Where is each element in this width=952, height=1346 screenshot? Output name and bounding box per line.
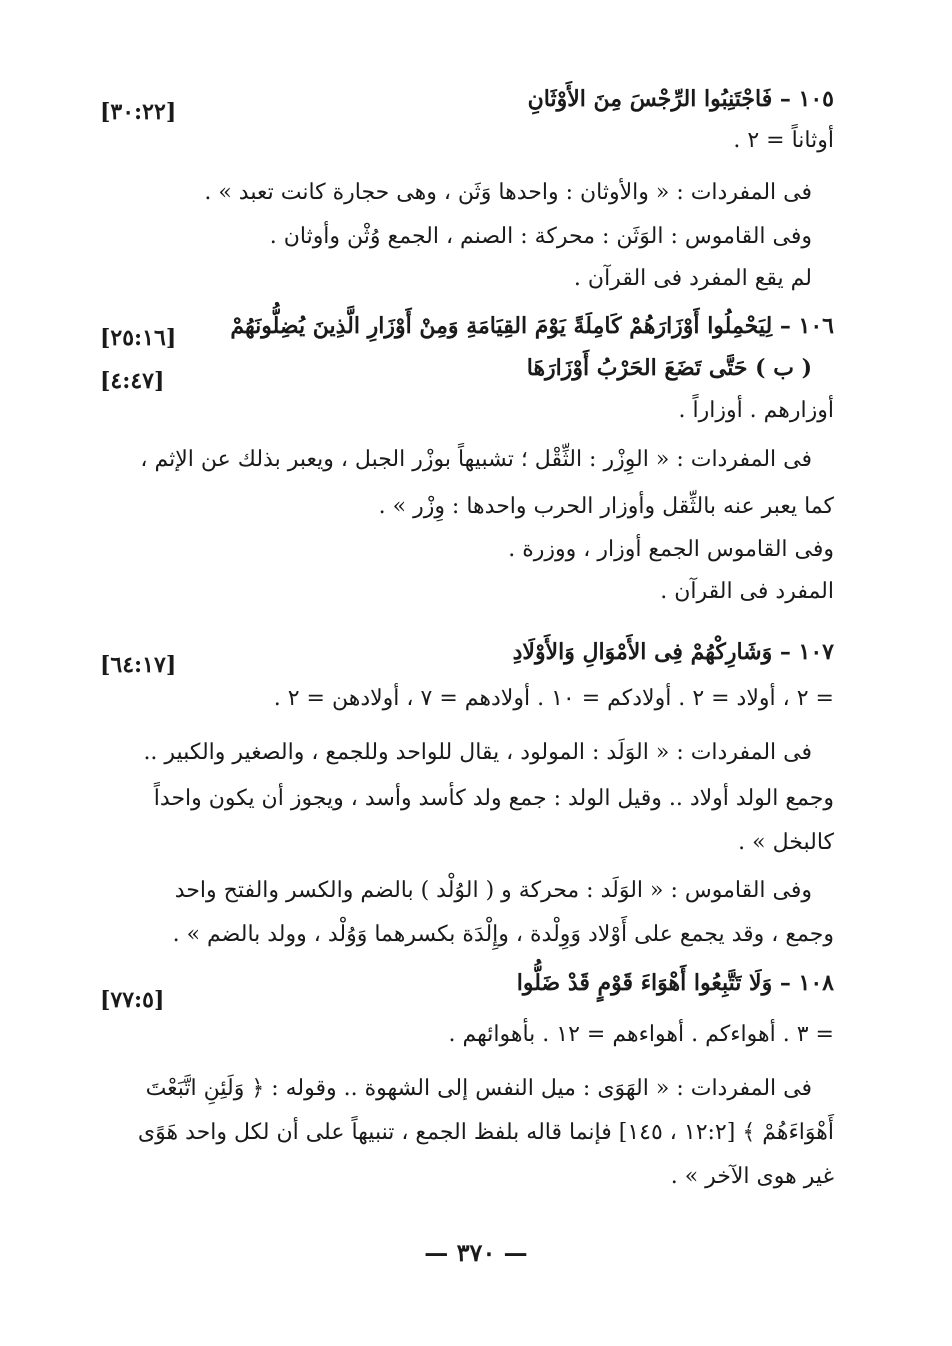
paragraph-106-mufradat-1: فى المفردات : « الوِزْر : الثِّقْل ؛ تشبيهاً بوزْر الجبل ، ويعبر بذلك عن الإثم ، <box>140 447 812 472</box>
paragraph-105-mufradat: فى المفردات : « والأوثان : واحدها وَثَن ، وهى حجارة كانت تعبد » . <box>204 180 812 205</box>
verse-106: ١٠٦ – لِيَحْمِلُوا أَوْزَارَهُمْ كَامِلَةً يَوْمَ القِيَامَةِ وَمِنْ أَوْزَارِ الَّذِينَ يُضِلُّونَهُمْ <box>230 313 834 339</box>
paragraph-106-mufradat-2: كما يعبر عنه بالثِّقل وأوزار الحرب واحدها : وِزْر » . <box>378 494 834 519</box>
verse-107: ١٠٧ – وَشَارِكْهُمْ فِى الأَمْوَالِ وَالأَوْلَادِ <box>512 639 834 665</box>
paragraph-105-singular: لم يقع المفرد فى القرآن . <box>573 266 812 291</box>
reference-106: [٢٥:١٦] <box>100 325 177 351</box>
count-108: = ٣ . أهواءكم . أهواءهم = ١٢ . بأهوائهم . <box>448 1022 834 1047</box>
reference-105: [٣٠:٢٢] <box>100 99 177 125</box>
count-106: أوزارهم . أوزاراً . <box>678 398 834 423</box>
paragraph-107-mufradat-1: فى المفردات : « الوَلَد : المولود ، يقال للواحد وللجمع ، والصغير والكبير .. <box>143 740 812 765</box>
paragraph-108-mufradat-1: فى المفردات : « الهَوَى : ميل النفس إلى الشهوة .. وقوله : ﴿ وَلَئِنِ اتَّبَعْتَ <box>145 1076 812 1101</box>
count-107: = ٢ ، أولاد = ٢ . أولادكم = ١٠ . أولادهم = ٧ ، أولادهن = ٢ . <box>273 686 834 711</box>
page-number: — ٣٧٠ — <box>424 1238 528 1267</box>
verse-106-b: ( ب ) حَتَّى تَضَعَ الحَرْبُ أَوْزَارَهَا <box>526 355 812 381</box>
paragraph-107-qamus-1: وفى القاموس : « الوَلَد : محركة و ( الوُلْد ) بالضم والكسر والفتح واحد <box>174 878 812 903</box>
count-105: أوثاناً = ٢ . <box>733 128 834 153</box>
reference-108: [٧٧:٥] <box>100 987 165 1013</box>
reference-107: [٦٤:١٧] <box>100 652 177 678</box>
verse-105: ١٠٥ – فَاجْتَنِبُوا الرِّجْسَ مِنَ الأَوْثَانِ <box>527 86 834 112</box>
paragraph-107-mufradat-2: وجمع الولد أولاد .. وقيل الولد : جمع ولد كأسد وأسد ، ويجوز أن يكون واحداً <box>153 786 834 811</box>
paragraph-106-qamus: وفى القاموس الجمع أوزار ، ووزرة . <box>508 537 834 562</box>
reference-106-b: [٤:٤٧] <box>100 368 165 394</box>
paragraph-105-qamus: وفى القاموس : الوَثَن : محركة : الصنم ، الجمع وُثْن وأوثان . <box>269 224 812 249</box>
paragraph-107-mufradat-3: كالبخل » . <box>738 830 834 855</box>
verse-108: ١٠٨ – وَلَا تَتَّبِعُوا أَهْوَاءَ قَوْمٍ قَدْ ضَلُّوا <box>516 970 834 996</box>
paragraph-107-qamus-2: وجمع ، وقد يجمع على أَوْلاد وَوِلْدة ، وإِلْدَة بكسرهما وَوُلْد ، وولد بالضم » . <box>172 922 834 947</box>
paragraph-108-mufradat-2: أَهْوَاءَهُمْ ﴾ [١٢:٢ ، ١٤٥] فإنما قاله بلفظ الجمع ، تنبيهاً على أن لكل واحد هَوًى <box>137 1120 834 1145</box>
paragraph-106-singular: المفرد فى القرآن . <box>660 579 834 604</box>
paragraph-108-mufradat-3: غير هوى الآخر » . <box>670 1164 834 1189</box>
